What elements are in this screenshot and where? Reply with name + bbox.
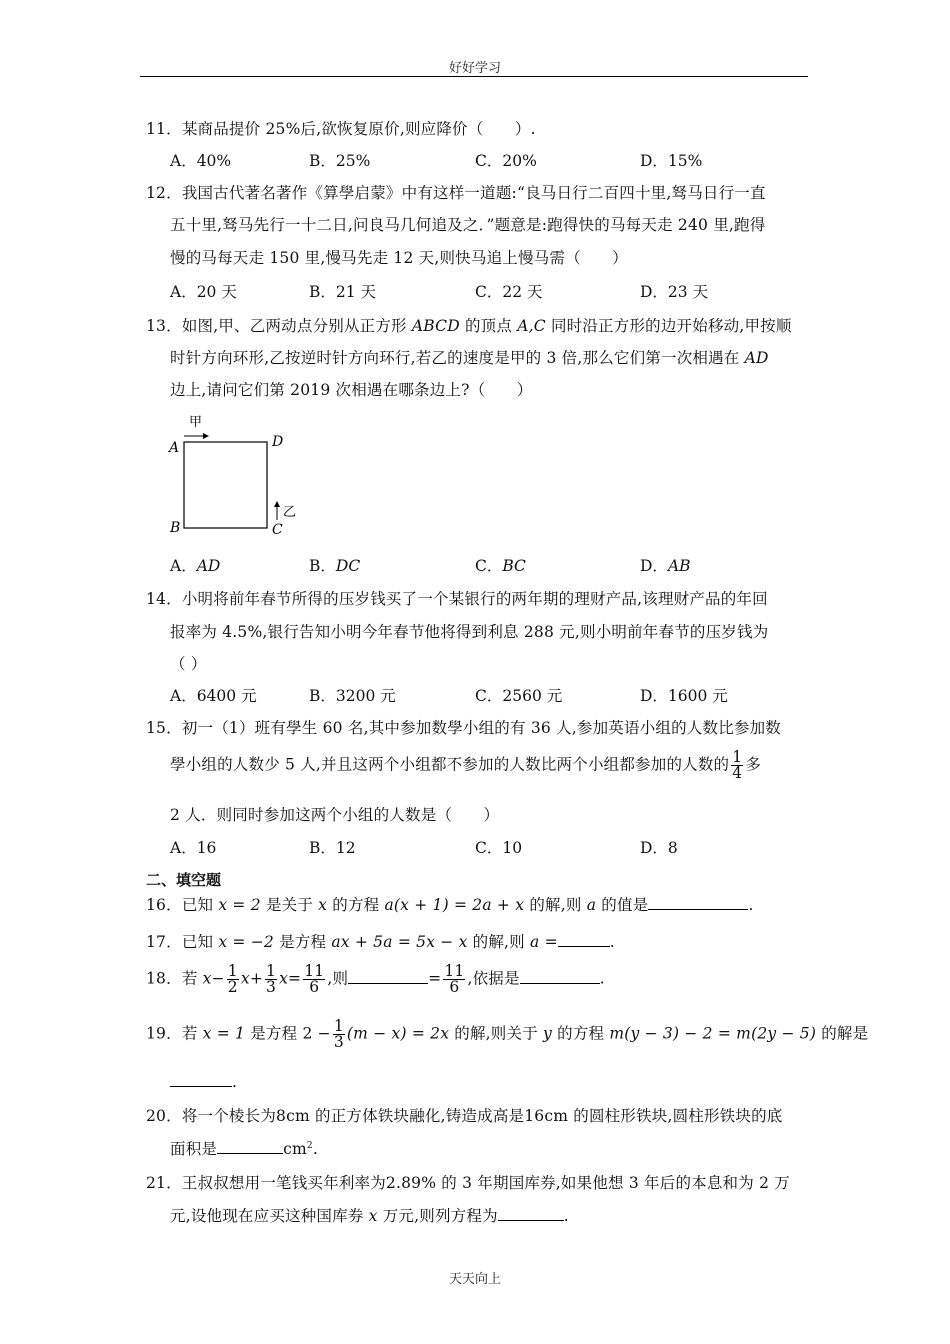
q12-option-a: A．20 天 xyxy=(170,283,237,301)
vertex-label-a: A xyxy=(169,440,180,456)
q15-option-a: A．16 xyxy=(170,839,217,857)
q14-option-a: A．6400 元 xyxy=(170,687,257,705)
question-15-line-1: 15．初一（1）班有學生 60 名,其中参加数學小组的有 36 人,参加英语小组的人数比参加数 xyxy=(146,719,781,737)
answer-blank[interactable] xyxy=(520,969,600,984)
q15-option-d: D．8 xyxy=(640,839,678,857)
answer-blank[interactable] xyxy=(498,1206,564,1221)
vertex-label-c: C xyxy=(272,522,283,538)
question-21-line-1: 21．王叔叔想用一笔钱买年利率为2.89% 的 3 年期国库券,如果他想 3 年后的本息和为 2 万 xyxy=(146,1174,790,1192)
question-14-line-1: 14．小明将前年春节所得的压岁钱买了一个某银行的两年期的理财产品,该理财产品的年回 xyxy=(146,590,768,608)
label-jia: 甲 xyxy=(189,415,203,430)
arrow-yi-head-icon xyxy=(274,501,280,507)
answer-blank[interactable] xyxy=(348,969,428,984)
q12-option-d: D．23 天 xyxy=(640,283,709,301)
question-14-line-3: （ ） xyxy=(170,655,207,673)
arrow-jia-head-icon xyxy=(203,433,209,439)
q13-option-b: B．DC xyxy=(309,557,361,575)
page-footer: 天天向上 xyxy=(448,1272,501,1287)
answer-blank[interactable] xyxy=(170,1072,232,1087)
fraction-one-half: $\frac{1}{2}$ xyxy=(227,962,238,996)
page-header: 好好学习 xyxy=(448,61,501,76)
vertex-label-d: D xyxy=(272,434,284,450)
q11-option-c: C．20% xyxy=(475,152,537,170)
question-17: 17．已知 x = −2 是方程 ax + 5a = 5x − x 的解,则 a = . xyxy=(146,933,615,951)
question-15-line-2: 學小组的人数少 5 人,并且这两个小组都不参加的人数比两个小组都参加的人数的 $\frac{1}{4}$ 多 xyxy=(170,748,762,782)
question-11-stem: 11．某商品提价 25%后,欲恢复原价,则应降价（ ）. xyxy=(146,120,536,138)
question-14-line-2: 报率为 4.5%,银行告知小明今年春节他将得到利息 288 元,则小明前年春节的压岁钱为 xyxy=(170,623,769,641)
q11-option-a: A．40% xyxy=(170,152,232,170)
header-rule xyxy=(140,76,808,77)
fraction-eleven-sixths: $\frac{11}{6}$ xyxy=(444,962,465,996)
q12-option-c: C．22 天 xyxy=(475,283,543,301)
q15-option-c: C．10 xyxy=(475,839,523,857)
square-outline xyxy=(184,442,267,528)
fraction-eleven-sixths: $\frac{11}{6}$ xyxy=(304,962,325,996)
question-12-line-3: 慢的马每天走 150 里,慢马先走 12 天,则快马追上慢马需（ ） xyxy=(170,249,628,267)
q12-option-b: B．21 天 xyxy=(309,283,377,301)
question-13-line-1: 13．如图,甲、乙两动点分别从正方形 ABCD 的顶点 A,C 同时沿正方形的边开始移动,甲按顺 xyxy=(146,317,792,335)
fraction-one-third: $\frac{1}{3}$ xyxy=(266,962,277,996)
question-15-line-3: 2 人．则同时参加这两个小组的人数是（ ） xyxy=(170,806,500,824)
question-12-line-1: 12．我国古代著名著作《算學启蒙》中有这样一道题:“良马日行二百四十里,驽马日行一直 xyxy=(146,184,766,202)
question-13-line-3: 边上,请问它们第 2019 次相遇在哪条边上?（ ） xyxy=(170,381,533,399)
question-20-line-1: 20．将一个棱长为8cm 的正方体铁块融化,铸造成高是16cm 的圆柱形铁块,圆柱形铁块的底 xyxy=(146,1107,783,1125)
question-12-line-2: 五十里,驽马先行一十二日,问良马几何追及之．”题意是:跑得快的马每天走 240 里,跑得 xyxy=(170,216,766,234)
q14-option-c: C．2560 元 xyxy=(475,687,563,705)
q13-option-a: A．AD xyxy=(170,557,221,575)
question-19-answer-line: . xyxy=(170,1072,237,1091)
label-yi: 乙 xyxy=(283,505,297,520)
answer-blank[interactable] xyxy=(217,1139,283,1154)
q11-option-d: D．15% xyxy=(640,152,703,170)
question-16: 16．已知 x = 2 是关于 x 的方程 a(x + 1) = 2a + x 的解,则 a 的值是 . xyxy=(146,896,754,914)
q11-option-b: B．25% xyxy=(309,152,371,170)
answer-blank[interactable] xyxy=(648,895,748,910)
q13-option-c: C．BC xyxy=(475,557,526,575)
fraction-one-third: $\frac{1}{3}$ xyxy=(333,1017,344,1051)
q15-option-b: B．12 xyxy=(309,839,356,857)
question-20-line-2: 面积是 $cm^2$. xyxy=(170,1140,318,1158)
q14-option-b: B．3200 元 xyxy=(309,687,396,705)
question-19: 19．若 x = 1 是方程 2 − $\frac{1}{3}$ (m − x) = 2x 的解,则关于 y 的方程 m(y − 3) − 2 = m(2y − 5) 的解是 xyxy=(146,1017,869,1051)
q14-option-d: D．1600 元 xyxy=(640,687,728,705)
square-abcd-figure xyxy=(165,412,305,540)
question-21-line-2: 元,设他现在应买这种国库券 x 万元,则列方程为 . xyxy=(170,1207,569,1225)
q13-option-d: D．AB xyxy=(640,557,691,575)
answer-blank[interactable] xyxy=(558,932,610,947)
question-18: 18．若 x− $\frac{1}{2}$ x+ $\frac{1}{3}$ x= $\frac{11}{6}$ ,则 = $\frac{11}{6}$ ,依据是 . xyxy=(146,962,605,996)
section-title-fill-in: 二、填空题 xyxy=(146,871,222,889)
vertex-label-b: B xyxy=(170,520,181,536)
question-13-line-2: 时针方向环形,乙按逆时针方向环行,若乙的速度是甲的 3 倍,那么它们第一次相遇在 AD xyxy=(170,349,769,367)
fraction-one-quarter: $\frac{1}{4}$ xyxy=(732,748,743,782)
